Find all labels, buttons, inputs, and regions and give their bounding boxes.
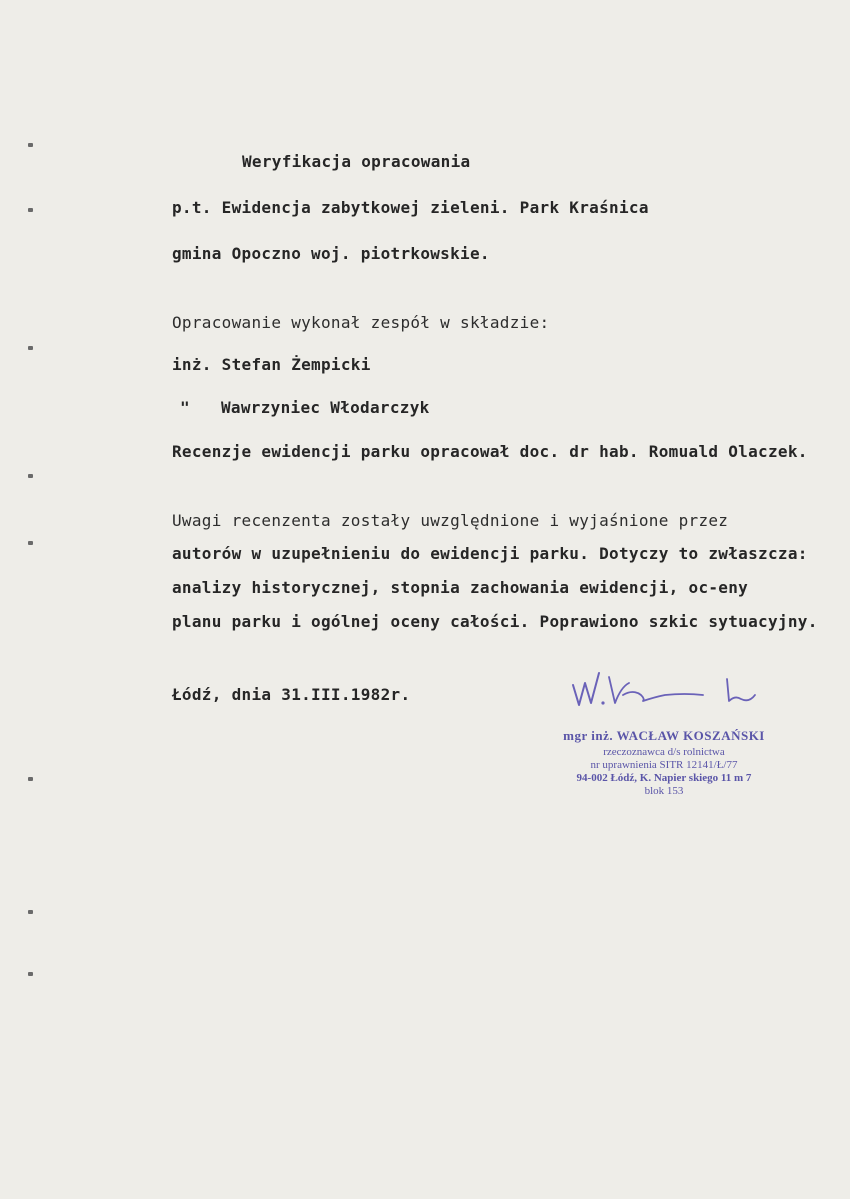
stamp-block: blok 153 [644,785,684,797]
stamp-role: rzeczoznawca d/s rolnictwa [603,746,725,758]
binding-hole-mark [28,474,33,478]
remarks-line-2: autorów w uzupełnieniu do ewidencji parku. Dotyczy to zwłaszcza: [172,544,808,563]
binding-hole-mark [28,972,33,976]
remarks-line-4: planu parku i ogólnej oceny całości. Poprawiono szkic sytuacyjny. [172,612,818,631]
stamp-name: mgr inż. WACŁAW KOSZAŃSKI [563,728,765,743]
stamp-address: 94-002 Łódź, K. Napier skiego 11 m 7 [576,772,752,784]
place-and-date: Łódź, dnia 31.III.1982r. [172,685,411,704]
binding-hole-mark [28,910,33,914]
binding-hole-mark [28,777,33,781]
team-member-1: inż. Stefan Żempicki [172,355,371,374]
remarks-line-1: Uwagi recenzenta zostały uwzględnione i wyjaśnione przez [172,511,729,530]
stamp-permit: nr uprawnienia SITR 12141/Ł/77 [590,759,738,771]
review-statement: Recenzje ewidencji parku opracował doc. dr hab. Romuald Olaczek. [172,442,808,461]
remarks-line-3: analizy historycznej, stopnia zachowania ewidencji, oc-eny [172,578,749,597]
document-heading: Weryfikacja opracowania [242,152,471,171]
binding-hole-mark [28,346,33,350]
binding-hole-mark [28,208,33,212]
subject-title-line: p.t. Ewidencja zabytkowej zieleni. Park Kraśnica [172,198,649,217]
subject-location-line: gmina Opoczno woj. piotrkowskie. [172,244,490,263]
handwritten-signature [565,665,765,715]
binding-hole-mark [28,541,33,545]
team-member-2: Wawrzyniec Włodarczyk [221,398,430,417]
ditto-mark: " [180,398,190,417]
official-stamp [548,728,780,797]
team-intro: Opracowanie wykonał zespół w składzie: [172,313,550,332]
binding-hole-mark [28,143,33,147]
